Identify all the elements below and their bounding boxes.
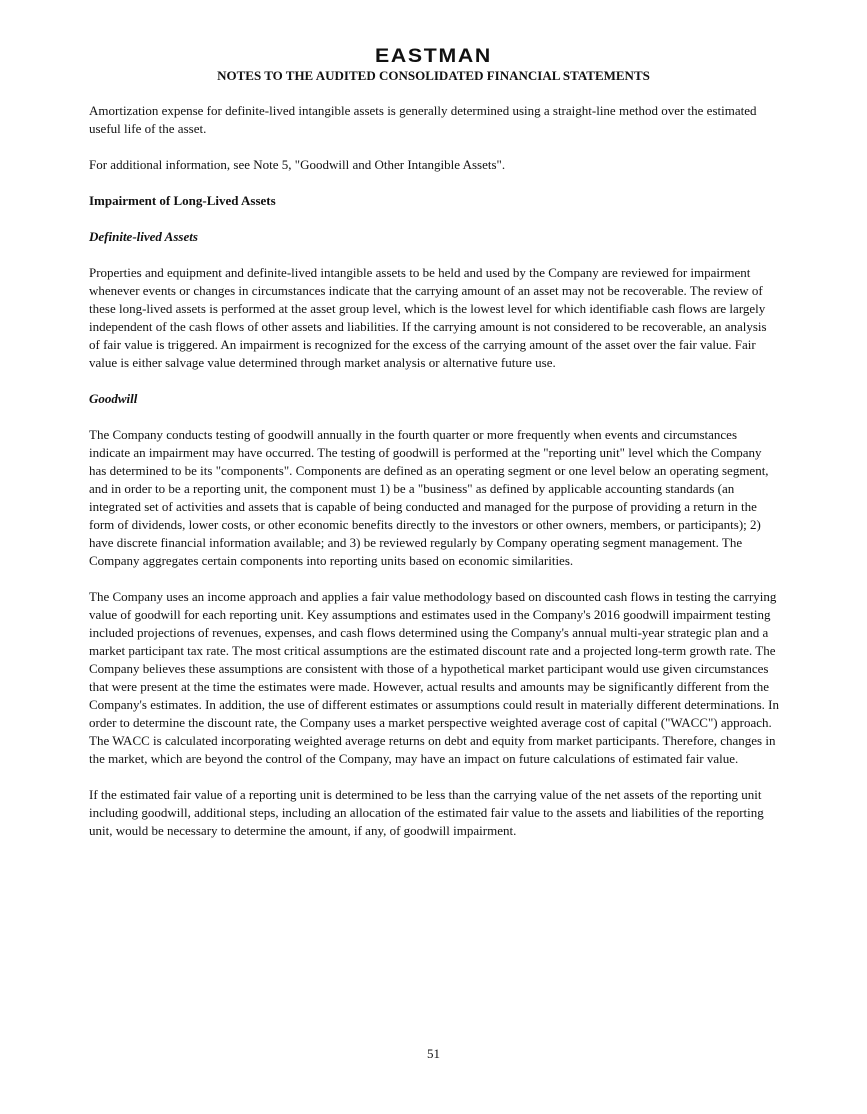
- document-body: [89, 102, 779, 858]
- page-title: NOTES TO THE AUDITED CONSOLIDATED FINANCIAL STATEMENTS: [217, 68, 650, 83]
- paragraph-additional-info: For additional information, see Note 5, "Goodwill and Other Intangible Assets".: [89, 157, 506, 172]
- paragraph-goodwill-testing: The Company conducts testing of goodwill annually in the fourth quarter or more frequently when events and circumstances indicate an impairment may have occurred. The testing of goodwill is performed at the "reporting unit" level which the Company has determined to be its "components". Components are defined as an operating segment or one level below an operating segment, and in order to be a reporting unit, the component must 1) be a "business" as defined by applicable accounting standards (an integrated set of activities and assets that is capable of being conducted and managed for the purpose of providing a return in the form of dividends, lower costs, or other economic benefits directly to the investors or other owners, members, or participants); 2) have discrete financial information available; and 3) be reviewed regularly by Company operating segment management. The Company aggregates certain components into reporting units based on economic similarities.: [89, 427, 769, 568]
- paragraph-goodwill-impairment-steps: If the estimated fair value of a reporting unit is determined to be less than the carrying value of the net assets of the reporting unit including goodwill, additional steps, including an allocation of the estimated fair value to the assets and liabilities of the reporting unit, would be necessary to determine the amount, if any, of goodwill impairment.: [89, 787, 764, 838]
- page-number: 51: [427, 1046, 440, 1061]
- eastman-logo: EASTMAN: [374, 46, 492, 67]
- paragraph-amortization: Amortization expense for definite-lived intangible assets is generally determined using a straight-line method over the estimated useful life of the asset.: [89, 103, 757, 136]
- section-heading-impairment: Impairment of Long-Lived Assets: [89, 193, 276, 208]
- paragraph-definite-lived-assets: Properties and equipment and definite-lived intangible assets to be held and used by the Company are reviewed for impairment whenever events or changes in circumstances indicate that the carrying amount of an asset may not be recoverable. The review of these long-lived assets is performed at the asset group level, which is the lowest level for which identifiable cash flows are largely independent of the cash flows of other assets and liabilities. If the carrying amount is not considered to be recoverable, an analysis of fair value is triggered. An impairment is recognized for the excess of the carrying amount of the asset over the fair value. Fair value is either salvage value determined through market analysis or alternative future use.: [89, 265, 767, 370]
- subheading-goodwill: Goodwill: [89, 391, 138, 406]
- paragraph-goodwill-income-approach: The Company uses an income approach and applies a fair value methodology based on discounted cash flows in testing the carrying value of goodwill for each reporting unit. Key assumptions and estimates used in the Company's 2016 goodwill impairment testing included projections of revenues, expenses, and cash flows determined using the Company's annual multi-year strategic plan and a market participant tax rate. The most critical assumptions are the estimated discount rate and a projected long-term growth rate. The Company believes these assumptions are consistent with those of a hypothetical market participant would use given circumstances that were present at the time the estimates were made. However, actual results and amounts may be significantly different from the Company's estimates. In addition, the use of different estimates or assumptions could result in materially different determinations. In order to determine the discount rate, the Company uses a market perspective weighted average cost of capital ("WACC") approach. The WACC is calculated incorporating weighted average returns on debt and equity from market participants. Therefore, changes in the market, which are beyond the control of the Company, may have an impact on future calculations of estimated fair value.: [89, 589, 779, 766]
- subheading-definite-lived-assets: Definite-lived Assets: [89, 229, 198, 244]
